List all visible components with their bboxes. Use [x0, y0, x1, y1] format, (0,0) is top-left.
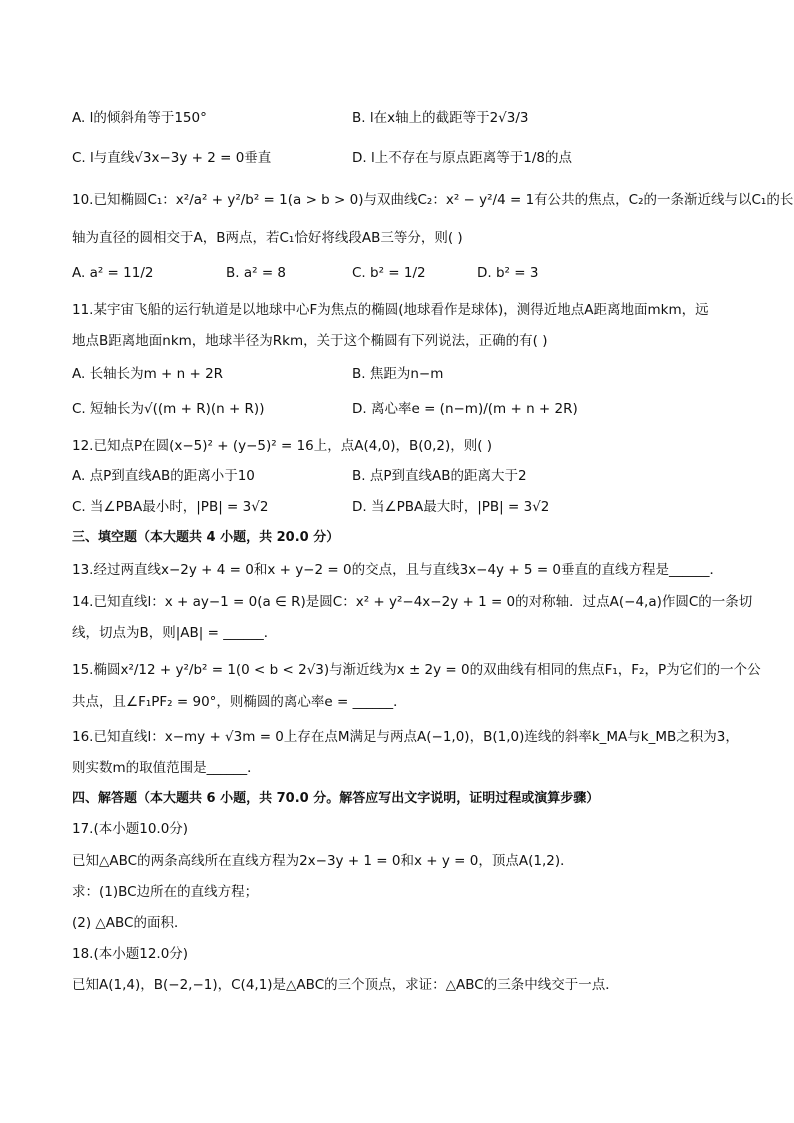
q10-option-b: B. a² = 8 — [226, 265, 287, 281]
q10-stem-line2: 轴为直径的圆相交于A，B两点，若C₁恰好将线段AB三等分，则( ) — [72, 230, 463, 246]
q10-option-c: C. b² = 1/2 — [352, 265, 426, 281]
q11-option-b: B. 焦距为n−m — [352, 366, 444, 382]
q11-option-c: C. 短轴长为√((m + R)(n + R)) — [72, 401, 265, 417]
q9-option-c: C. l与直线√3x−3y + 2 = 0垂直 — [72, 150, 272, 166]
q9-option-a: A. l的倾斜角等于150° — [72, 110, 207, 126]
q10-option-d: D. b² = 3 — [477, 265, 539, 281]
q10-stem-line1: 10.已知椭圆C₁：x²/a² + y²/b² = 1(a > b > 0)与双曲线C₂：x² − y²/4 = 1有公共的焦点，C₂的一条渐近线与以C₁的长 — [72, 192, 794, 208]
q10-option-a: A. a² = 11/2 — [72, 265, 154, 281]
q12-option-a: A. 点P到直线AB的距离小于10 — [72, 468, 255, 484]
q11-stem-line1: 11.某宇宙飞船的运行轨道是以地球中心F为焦点的椭圆(地球看作是球体)，测得近地点A距离地面mkm，远 — [72, 302, 709, 318]
q16-stem-line1: 16.已知直线l：x−my + √3m = 0上存在点M满足与两点A(−1,0)，B(1,0)连线的斜率k_MA与k_MB之积为3， — [72, 729, 739, 745]
q13-stem: 13.经过两直线x−2y + 4 = 0和x + y−2 = 0的交点，且与直线3x−4y + 5 = 0垂直的直线方程是______． — [72, 562, 724, 578]
q17-header: 17.(本小题10.0分) — [72, 821, 189, 837]
q11-stem-line2: 地点B距离地面nkm，地球半径为Rkm，关于这个椭圆有下列说法，正确的有( ) — [72, 333, 548, 349]
q15-stem-line1: 15.椭圆x²/12 + y²/b² = 1(0 < b < 2√3)与渐近线为x ± 2y = 0的双曲线有相同的焦点F₁，F₂，P为它们的一个公 — [72, 662, 761, 678]
q17-stem-line2: 求：(1)BC边所在的直线方程； — [72, 884, 259, 900]
q14-stem-line1: 14.已知直线l：x + ay−1 = 0(a ∈ R)是圆C：x² + y²−4x−2y + 1 = 0的对称轴．过点A(−4,a)作圆C的一条切 — [72, 594, 753, 610]
q18-stem: 已知A(1,4)，B(−2,−1)，C(4,1)是△ABC的三个顶点，求证：△ABC的三条中线交于一点． — [72, 977, 619, 993]
section-fill-in-heading: 三、填空题（本大题共 4 小题，共 20.0 分） — [72, 530, 340, 545]
q12-stem: 12.已知点P在圆(x−5)² + (y−5)² = 16上，点A(4,0)，B(0,2)，则( ) — [72, 438, 493, 454]
q11-option-d: D. 离心率e = (n−m)/(m + n + 2R) — [352, 401, 578, 417]
q11-option-a: A. 长轴长为m + n + 2R — [72, 366, 224, 382]
q12-option-b: B. 点P到直线AB的距离大于2 — [352, 468, 527, 484]
q9-option-d: D. l上不存在与原点距离等于1/8的点 — [352, 150, 572, 166]
q17-stem-line3: (2) △ABC的面积． — [72, 915, 188, 931]
q17-stem-line1: 已知△ABC的两条高线所在直线方程为2x−3y + 1 = 0和x + y = 0，顶点A(1,2)． — [72, 853, 574, 869]
q9-option-b: B. l在x轴上的截距等于2√3/3 — [352, 110, 529, 126]
q14-stem-line2: 线，切点为B，则|AB| = ______． — [72, 625, 278, 641]
q12-option-d: D. 当∠PBA最大时，|PB| = 3√2 — [352, 499, 550, 515]
q15-stem-line2: 共点，且∠F₁PF₂ = 90°，则椭圆的离心率e = ______． — [72, 694, 407, 710]
q18-header: 18.(本小题12.0分) — [72, 946, 189, 962]
q12-option-c: C. 当∠PBA最小时，|PB| = 3√2 — [72, 499, 269, 515]
q16-stem-line2: 则实数m的取值范围是______． — [72, 760, 261, 776]
section-solutions-heading: 四、解答题（本大题共 6 小题，共 70.0 分。解答应写出文字说明，证明过程或演算步骤） — [72, 791, 600, 806]
